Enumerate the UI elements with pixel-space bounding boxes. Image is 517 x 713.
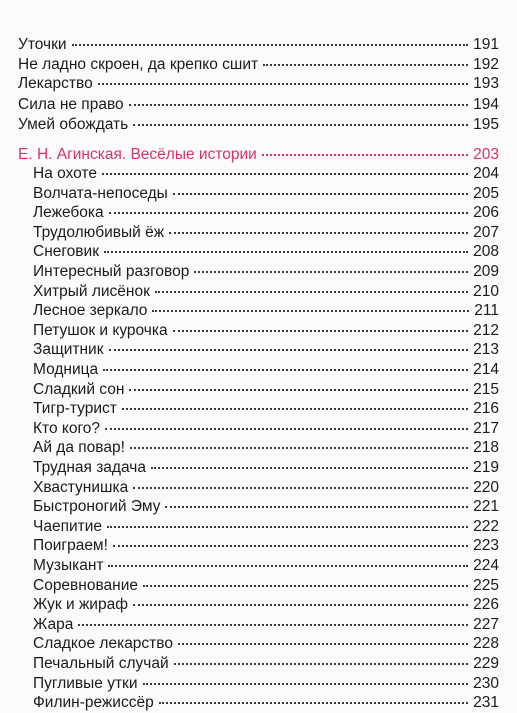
- toc-entry: [33, 262, 499, 282]
- toc-entry-page: 193: [473, 75, 499, 92]
- dot-leader: [72, 44, 469, 46]
- toc-entry-title: Лекарство: [18, 75, 93, 92]
- toc-entry: [33, 497, 499, 517]
- toc-entry-page: 209: [473, 263, 499, 280]
- toc-entry-page: 224: [473, 557, 499, 574]
- toc-entry-page: 229: [473, 655, 499, 672]
- dot-leader: [143, 585, 468, 587]
- toc-entry-title: Хитрый лисёнок: [33, 283, 150, 300]
- toc-entry-page: 194: [473, 96, 499, 113]
- toc-entry-title: Ай да повар!: [33, 439, 125, 456]
- toc-entry-title: Снеговик: [33, 243, 99, 260]
- toc-entry-title: Сладкое лекарство: [33, 635, 173, 652]
- toc-entry-title: Поиграем!: [33, 537, 108, 554]
- toc-entry: [18, 95, 499, 115]
- toc-entry-page: 204: [473, 165, 499, 182]
- toc-entry: [33, 615, 499, 635]
- dot-leader: [262, 154, 468, 156]
- dot-leader: [108, 565, 468, 567]
- toc-entry-page: 215: [473, 381, 499, 398]
- dot-leader: [105, 428, 468, 430]
- toc-entry: [33, 419, 499, 439]
- toc-entry: [33, 654, 499, 674]
- toc-entry-title: Печальный случай: [33, 655, 169, 672]
- dot-leader: [169, 232, 468, 234]
- dot-leader: [155, 291, 468, 293]
- toc-entry-page: 223: [473, 537, 499, 554]
- toc-entry-title: Интересный разговор: [33, 263, 190, 280]
- dot-leader: [109, 349, 469, 351]
- toc-entry: [33, 517, 499, 537]
- toc-entry-page: 191: [473, 36, 499, 53]
- toc-entry-page: 208: [473, 243, 499, 260]
- toc-entry: [33, 634, 499, 654]
- dot-leader: [78, 624, 468, 626]
- toc-entry: [18, 35, 499, 55]
- dot-leader: [173, 193, 468, 195]
- toc-entry-page: 216: [473, 400, 499, 417]
- toc-entry: [33, 321, 499, 341]
- dot-leader: [143, 683, 469, 685]
- toc-entry-title: Филин-режиссёр: [33, 694, 154, 711]
- dot-leader: [107, 526, 468, 528]
- dot-leader: [98, 83, 468, 85]
- dot-leader: [130, 447, 468, 449]
- toc-entry: [33, 693, 499, 713]
- toc-entry: [33, 164, 499, 184]
- toc-entry: [33, 458, 499, 478]
- toc-entry-page: 225: [473, 577, 499, 594]
- toc-entry: [33, 223, 499, 243]
- toc-entry-page: 210: [473, 283, 499, 300]
- toc-entry-page: 228: [473, 635, 499, 652]
- toc-entry-page: 219: [473, 459, 499, 476]
- dot-leader: [104, 251, 468, 253]
- toc-entry-title: Соревнование: [33, 577, 138, 594]
- toc-entry-title: Сила не право: [18, 96, 124, 113]
- toc-entry-page: 212: [473, 322, 499, 339]
- dot-leader: [159, 702, 468, 704]
- toc-entry-page: 211: [474, 302, 499, 319]
- toc-entry: [33, 282, 499, 302]
- toc-entry: [33, 380, 499, 400]
- toc-entry-title: Музыкант: [33, 557, 104, 574]
- toc-entry: [33, 242, 499, 262]
- dot-leader: [173, 330, 468, 332]
- toc-entry: [33, 360, 499, 380]
- toc-entry-page: 220: [473, 479, 499, 496]
- dot-leader: [122, 408, 468, 410]
- toc-entry-page: 222: [473, 518, 499, 535]
- toc-entry: [18, 55, 499, 75]
- toc-entry-title: Пугливые утки: [33, 675, 138, 692]
- toc-entry-page: 195: [473, 116, 499, 133]
- toc-entry-title: На охоте: [33, 165, 97, 182]
- toc-entry-title: Волчата-непоседы: [33, 185, 168, 202]
- toc-entry-title: Жук и жираф: [33, 596, 128, 613]
- toc-entry-title: Не ладно скроен, да крепко сшит: [18, 56, 259, 73]
- toc-entry-title: Петушок и курочка: [33, 322, 168, 339]
- toc-entry-title: Модница: [33, 361, 99, 378]
- toc-entry: [18, 115, 499, 135]
- dot-leader: [263, 64, 468, 66]
- dot-leader: [129, 389, 468, 391]
- toc-entry-title: Лежебока: [33, 204, 104, 221]
- toc-entry: [33, 301, 499, 321]
- toc-entry-page: 217: [473, 420, 499, 437]
- toc-entry-title: Трудная задача: [33, 459, 146, 476]
- toc-entry-title: Е. Н. Агинская. Весёлые истории: [18, 146, 257, 163]
- dot-leader: [102, 173, 468, 175]
- toc-entry-page: 192: [473, 56, 499, 73]
- toc-entry-title: Быстроногий Эму: [33, 498, 161, 515]
- toc-entry-page: 221: [473, 498, 499, 515]
- toc-entry-title: Сладкий сон: [33, 381, 125, 398]
- toc-entry: [33, 536, 499, 556]
- toc-entry-page: 213: [473, 341, 499, 358]
- toc-entry: [33, 595, 499, 615]
- toc-entry-title: Защитник: [33, 341, 104, 358]
- dot-leader: [113, 545, 468, 547]
- toc-entry: [33, 556, 499, 576]
- dot-leader: [103, 369, 468, 371]
- toc-entry-page: 203: [473, 146, 499, 163]
- toc-entry-title: Уточки: [18, 36, 67, 53]
- toc-entry-title: Умей обождать: [18, 116, 129, 133]
- toc-entry: [18, 74, 499, 94]
- toc-entry-page: 214: [473, 361, 499, 378]
- toc-entry: [33, 340, 499, 360]
- dot-leader: [194, 271, 468, 273]
- toc-entry: [33, 674, 499, 694]
- dot-leader: [133, 604, 468, 606]
- toc-entry: [33, 203, 499, 223]
- dot-leader: [133, 124, 468, 126]
- toc-entry: [33, 184, 499, 204]
- toc-entry-page: 206: [473, 204, 499, 221]
- toc-entry-page: 230: [473, 675, 499, 692]
- toc-entry: [33, 478, 499, 498]
- dot-leader: [133, 487, 468, 489]
- toc-entry-title: Чаепитие: [33, 518, 103, 535]
- toc-entry-page: 231: [473, 694, 499, 711]
- toc-entry-title: Трудолюбивый ёж: [33, 224, 165, 241]
- toc-entry-page: 218: [473, 439, 499, 456]
- toc-section-heading: [18, 145, 499, 165]
- dot-leader: [109, 212, 468, 214]
- dot-leader: [178, 643, 468, 645]
- toc-entry-page: 207: [473, 224, 499, 241]
- dot-leader: [152, 310, 469, 312]
- dot-leader: [174, 663, 469, 665]
- toc-entry-title: Кто кого?: [33, 420, 101, 437]
- dot-leader: [151, 467, 468, 469]
- toc-entry-title: Хвастунишка: [33, 479, 129, 496]
- toc-entry-page: 205: [473, 185, 499, 202]
- toc-entry: [33, 438, 499, 458]
- toc-entry-page: 226: [473, 596, 499, 613]
- toc-entry-title: Лесное зеркало: [33, 302, 148, 319]
- toc-entry-title: Жара: [33, 616, 74, 633]
- toc-entry: [33, 399, 499, 419]
- toc-entry: [33, 576, 499, 596]
- dot-leader: [165, 506, 468, 508]
- toc-entry-title: Тигр-турист: [33, 400, 117, 417]
- toc-entry-page: 227: [473, 616, 499, 633]
- dot-leader: [129, 104, 469, 106]
